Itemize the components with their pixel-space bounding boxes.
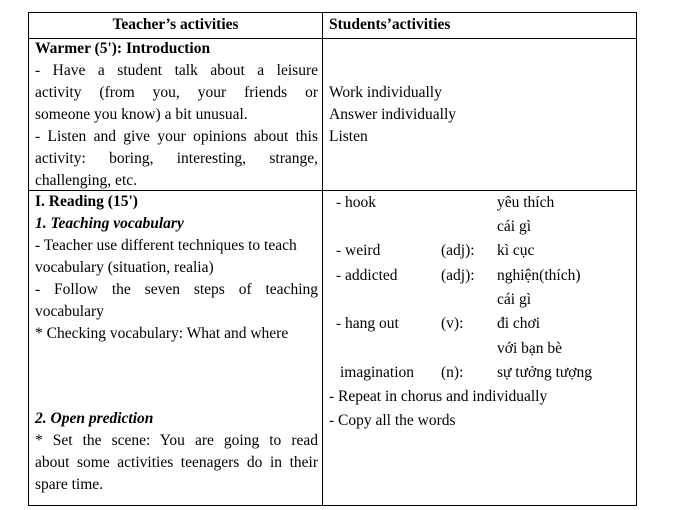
vocab-pos: (adj): — [441, 242, 475, 259]
vocab-word: - hook — [336, 194, 377, 211]
warmer-line-3: someone you know) a bit unusual. — [35, 106, 248, 123]
warmer-title: Warmer (5'): Introduction — [35, 40, 211, 57]
header-students: Students’activities — [329, 16, 451, 33]
vocab-word: - hang out — [336, 315, 399, 332]
warmer-student-3: Listen — [329, 128, 368, 145]
reading-line-3: - Follow the seven steps of teaching — [35, 281, 318, 298]
vocab-meaning: yêu thích — [497, 194, 555, 211]
prediction-line-1: * Set the scene: You are going to read — [35, 432, 318, 449]
vocab-word: imagination — [340, 364, 415, 381]
warmer-line-5: activity: boring, interesting, strange, — [35, 150, 318, 167]
reading-student-2: - Copy all the words — [329, 412, 456, 429]
column-divider — [322, 13, 323, 505]
prediction-line-2: about some activities teenagers do in their — [35, 454, 318, 471]
warmer-teacher-cell — [35, 38, 318, 192]
vocab-meaning: kì cục — [497, 242, 535, 259]
header-teacher: Teacher’s activities — [112, 16, 239, 33]
vocab-word: - weird — [336, 242, 381, 259]
lesson-plan-table — [28, 12, 637, 506]
vocab-meaning: nghiện(thích) — [497, 267, 581, 284]
reading-line-5: * Checking vocabulary: What and where — [35, 325, 289, 342]
warmer-line-1: - Have a student talk about a leisure — [35, 62, 318, 79]
vocab-pos: (v): — [441, 315, 464, 332]
reading-student-1: - Repeat in chorus and individually — [329, 388, 548, 405]
warmer-line-6: challenging, etc. — [35, 172, 137, 189]
vocab-meaning: đi chơi — [497, 315, 541, 332]
reading-teacher-cell — [35, 191, 318, 345]
warmer-line-2: activity (from you, your friends or — [35, 84, 318, 101]
reading-subtitle-prediction: 2. Open prediction — [35, 410, 154, 427]
reading-subtitle-vocab: 1. Teaching vocabulary — [35, 215, 184, 232]
reading-line-1: - Teacher use different techniques to teach — [35, 237, 297, 254]
vocab-pos: (adj): — [441, 267, 475, 284]
reading-title: I. Reading (15') — [35, 193, 138, 210]
vocab-meaning: cái gì — [497, 291, 531, 308]
warmer-line-4: - Listen and give your opinions about this — [35, 128, 318, 145]
vocab-pos: (n): — [441, 364, 464, 381]
prediction-teacher-cell — [35, 408, 318, 496]
vocab-meaning: cái gì — [497, 218, 531, 235]
vocab-meaning: với bạn bè — [497, 340, 563, 357]
warmer-students-cell — [329, 82, 456, 148]
warmer-student-2: Answer individually — [329, 106, 456, 123]
warmer-student-1: Work individually — [329, 84, 442, 101]
prediction-line-3: spare time. — [35, 476, 104, 493]
reading-line-2: vocabulary (situation, realia) — [35, 259, 214, 276]
vocab-meaning: sự tưởng tượng — [497, 364, 592, 381]
reading-line-4: vocabulary — [35, 303, 104, 320]
vocab-word: - addicted — [336, 267, 398, 284]
